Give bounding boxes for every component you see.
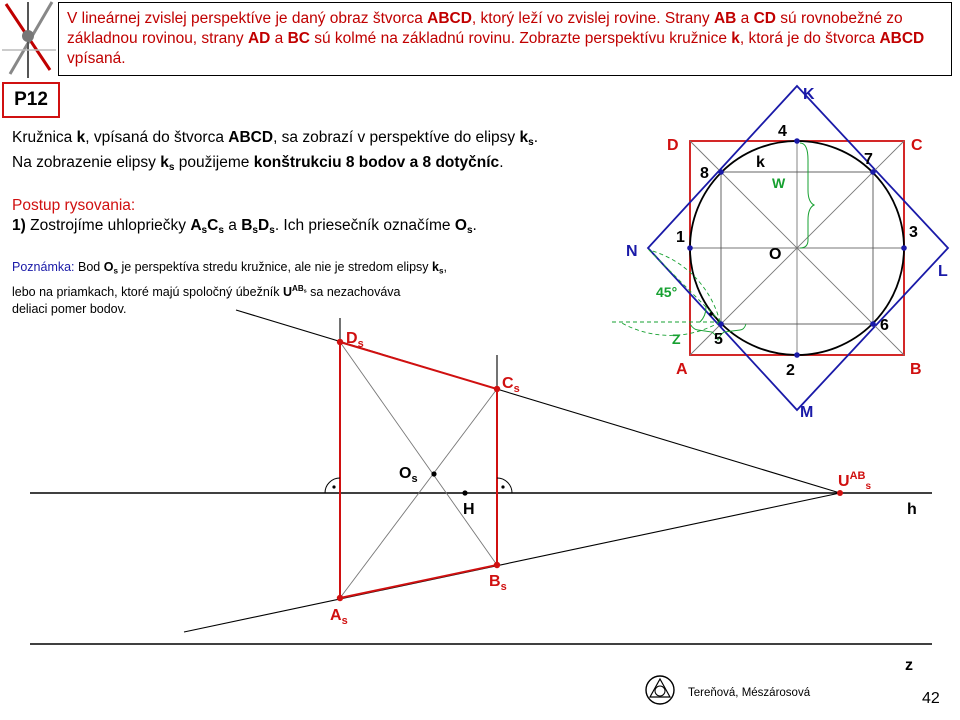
label-ground: z bbox=[905, 657, 913, 674]
task-text-run: a bbox=[270, 30, 288, 47]
label-as: $A_s$ bbox=[330, 607, 348, 627]
task-text-run: V lineárnej zvislej perspektíve je daný obraz štvorca bbox=[67, 10, 428, 27]
procedure-heading: Postup rysovania: bbox=[12, 197, 136, 214]
svg-text:1: 1 bbox=[676, 229, 685, 246]
label-ds: $D_s$ bbox=[346, 330, 364, 350]
label-45-degrees: 45° bbox=[656, 284, 678, 300]
page-number: 42 bbox=[922, 690, 940, 707]
task-text-run: CD bbox=[753, 10, 776, 27]
task-text-run: a bbox=[736, 10, 754, 27]
intro-text: Kružnica k, vpísaná do štvorca ABCD, sa zobrazí v perspektíve do elipsy $k_s$. Na zobrazenie elipsy $k_s$ použijeme konštrukciu 8 bodov a 8 dotyčníc. bbox=[12, 129, 539, 174]
label-vanishing-point: $U^{AB}_s$ bbox=[838, 470, 872, 492]
label-o: O bbox=[769, 246, 782, 263]
label-l: L bbox=[938, 263, 948, 280]
svg-text:4: 4 bbox=[778, 123, 787, 140]
label-cs: $C_s$ bbox=[502, 375, 520, 395]
label-c: C bbox=[911, 137, 923, 154]
svg-text:3: 3 bbox=[909, 224, 918, 241]
label-z: Z bbox=[672, 331, 681, 347]
task-text-run: , ktorá je do štvorca bbox=[739, 30, 880, 47]
task-text-run: k bbox=[731, 30, 740, 47]
svg-text:5: 5 bbox=[714, 331, 723, 348]
footer-logo-icon bbox=[644, 674, 676, 706]
note-text: Poznámka: Bod $O_s$ je perspektíva stredu kružnice, ale nie je stredom elipsy $k_s$, lebo na priamkach, ktoré majú spoločný úbežník $U^{AB_s}$ sa nezachováva deliaci pomer bodov. bbox=[12, 260, 447, 317]
task-text-run: AB bbox=[713, 10, 737, 27]
svg-text:7: 7 bbox=[864, 151, 873, 168]
problem-badge: P12 bbox=[2, 82, 60, 118]
task-text-run: , ktorý leží vo zvislej rovine. Strany bbox=[471, 10, 714, 27]
label-k-vertex: K bbox=[803, 86, 815, 103]
label-d: D bbox=[667, 137, 679, 154]
label-b: B bbox=[910, 361, 922, 378]
step-1: 1) Zostrojíme uhlopriečky $A_sC_s$ a $B_sD_s$. Ich priesečník označíme $O_s$. bbox=[12, 217, 477, 237]
label-w: W bbox=[772, 175, 786, 191]
task-text-run: BC bbox=[287, 30, 310, 47]
task-text-run: vpísaná. bbox=[67, 50, 126, 67]
label-bs: $B_s$ bbox=[489, 573, 507, 593]
label-os: $O_s$ bbox=[399, 465, 418, 485]
task-text-run: sú kolmé na základnú rovinu. Zobrazte perspektívu kružnice bbox=[309, 30, 732, 47]
task-text-run: sú rovnobežné zo základnou rovinou, strany bbox=[67, 10, 903, 47]
svg-text:8: 8 bbox=[700, 165, 709, 182]
label-m: M bbox=[800, 404, 814, 421]
task-text-run: ABCD bbox=[427, 10, 472, 27]
label-horizon: h bbox=[907, 501, 917, 518]
label-h-point: H bbox=[463, 501, 475, 518]
label-a: A bbox=[676, 361, 688, 378]
task-text-run: ABCD bbox=[879, 30, 925, 47]
perspective-square bbox=[340, 342, 497, 598]
label-circle-k: k bbox=[756, 154, 765, 171]
footer-authors: Tereňová, Mészárosová bbox=[688, 687, 811, 699]
label-n: N bbox=[626, 243, 638, 260]
task-text-run: AD bbox=[247, 30, 271, 47]
svg-text:2: 2 bbox=[786, 362, 795, 379]
svg-text:6: 6 bbox=[880, 317, 889, 334]
